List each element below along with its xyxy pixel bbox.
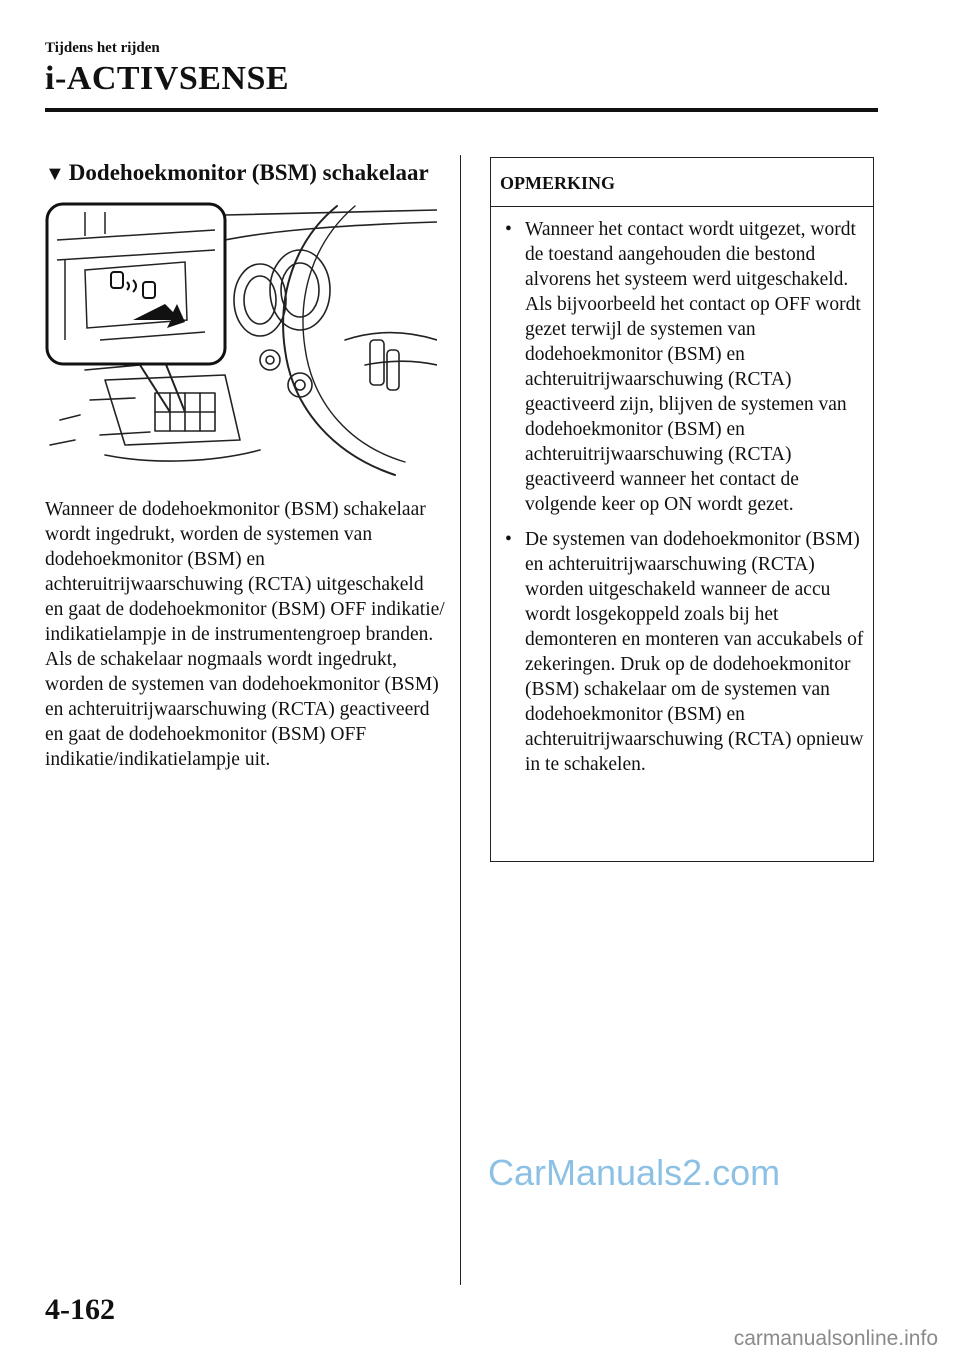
body-paragraph: Als de schakelaar nogmaals wordt ingedrukt, worden de systemen van dodehoekmonitor (BSM) en achteruitrijwaarschuwing (RCTA) geactiveerd en gaat de dodehoekmonitor (BSM) OFF indikatie/indikatielampje uit. bbox=[45, 649, 439, 770]
section-body bbox=[45, 497, 445, 772]
section-heading bbox=[45, 160, 429, 186]
bullet-icon: • bbox=[505, 529, 512, 550]
note-list bbox=[491, 207, 873, 777]
dashboard-switch-illustration bbox=[45, 200, 437, 490]
note-box bbox=[490, 157, 874, 862]
triangle-marker-icon: ▼ bbox=[45, 163, 65, 185]
chapter-label: Tijdens het rijden bbox=[45, 40, 160, 56]
note-heading: OPMERKING bbox=[491, 158, 873, 207]
watermark-logo: CarManuals2.com bbox=[488, 1152, 781, 1193]
header-rule bbox=[45, 108, 878, 112]
note-item bbox=[501, 217, 867, 517]
section-heading-text: Dodehoekmonitor (BSM) schakelaar bbox=[68, 160, 429, 185]
column-divider bbox=[460, 155, 461, 1285]
note-item-text: De systemen van dodehoekmonitor (BSM) en achteruitrijwaarschuwing (RCTA) worden uitgeschakeld wanneer de accu wordt losgekoppeld zoals bij het demonteren en monteren van accukabels of zekeringen. Druk op de dodehoekmonitor (BSM) schakelaar om de systemen van dodehoekmonitor (BSM) en achteruitrijwaarschuwing (RCTA) opnieuw in te schakelen. bbox=[525, 529, 864, 775]
page-number: 4-162 bbox=[45, 1293, 115, 1326]
page-title: i-ACTIVSENSE bbox=[45, 60, 290, 97]
body-paragraph: Wanneer de dodehoekmonitor (BSM) schakelaar wordt ingedrukt, worden de systemen van dodehoekmonitor (BSM) en achteruitrijwaarschuwing (RCTA) uitgeschakeld en gaat de dodehoekmonitor (BSM) OFF indikatie/ indikatielampje in de instrumentengroep branden. bbox=[45, 499, 445, 645]
footer-site-link[interactable]: carmanualsonline.info bbox=[733, 1327, 938, 1350]
note-item bbox=[501, 527, 867, 777]
note-item-text: Wanneer het contact wordt uitgezet, wordt de toestand aangehouden die bestond alvorens het systeem werd uitgeschakeld. Als bijvoorbeeld het contact op OFF wordt gezet terwijl de systemen van dodehoekmonitor (BSM) en achteruitrijwaarschuwing (RCTA) geactiveerd zijn, blijven de systemen van dodehoekmonitor (BSM) en achteruitrijwaarschuwing (RCTA) geactiveerd wanneer het contact de volgende keer op ON wordt gezet. bbox=[525, 219, 861, 515]
bullet-icon: • bbox=[505, 219, 512, 240]
